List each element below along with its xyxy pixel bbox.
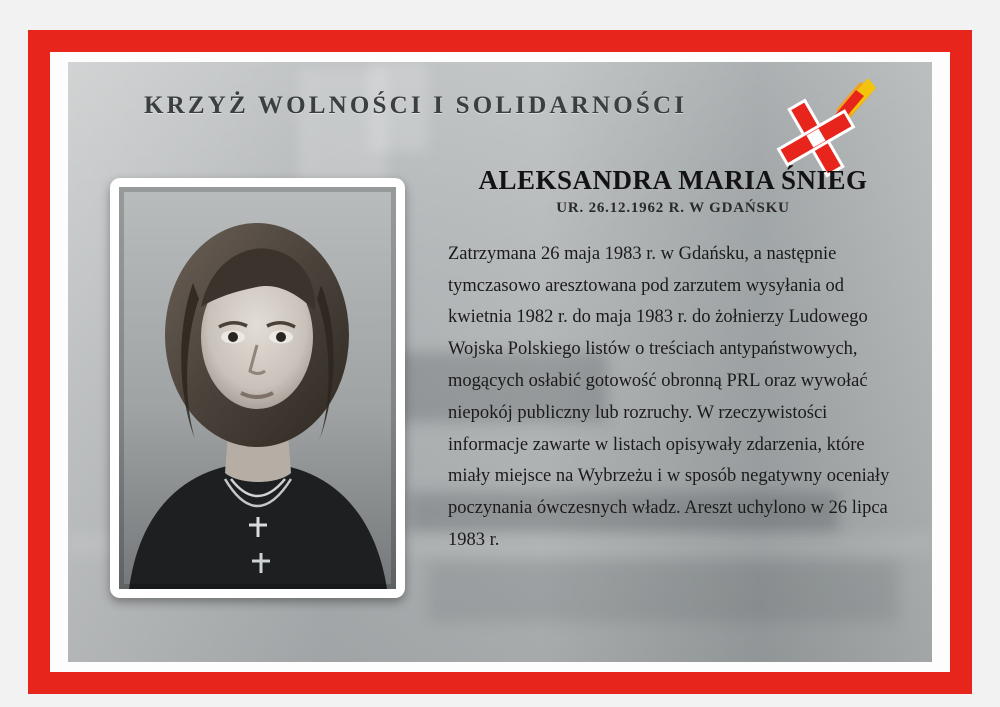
frame-bar-right [950,30,972,694]
frame-bar-bottom [28,672,972,694]
biography-column [448,166,898,557]
portrait-photo-frame [110,178,405,598]
bg-shape-5 [428,562,898,622]
person-birth-line: UR. 26.12.1962 R. W GDAŃSKU [556,199,790,216]
person-name: ALEKSANDRA MARIA ŚNIEG [478,165,868,195]
frame-bar-top [28,30,972,52]
page-title: KRZYŻ WOLNOŚCI I SOLIDARNOŚCI [144,92,688,119]
poster-card [68,62,932,662]
biography-text: Zatrzymana 26 maja 1983 r. w Gdańsku, a następnie tymczasowo aresztowana pod zarzutem wysyłania od kwietnia 1982 r. do maja 1983 r. do żołnierzy Ludowego Wojska Polskiego listów o treściach antypaństwowych, mogących osłabić gotowość obronną PRL oraz wywołać niepokój publiczny lub rozruchy. W rzeczywistości informacje zawarte w listach opisywały zdarzenia, które miały miejsce na Wybrzeżu i w sposób negatywny oceniały poczynania ówczesnych władz. Areszt uchylono w 26 lipca 1983 r. [448,243,890,550]
frame-bar-left [28,30,50,694]
portrait-photo [119,187,396,589]
